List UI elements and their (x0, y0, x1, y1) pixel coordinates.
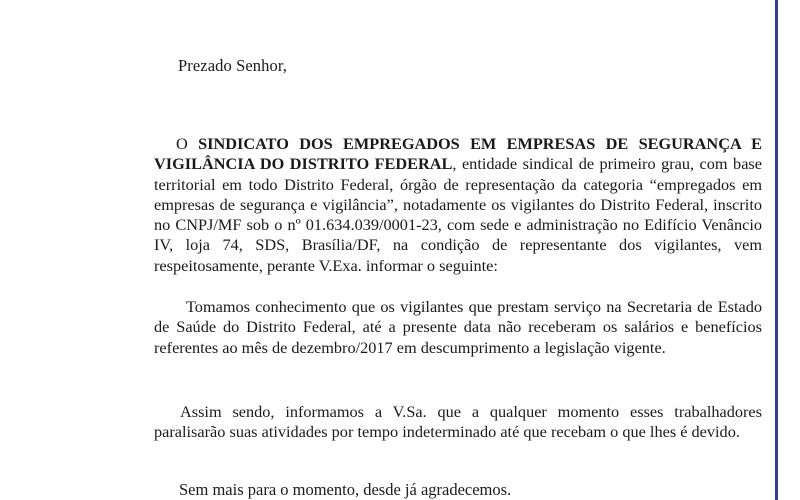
paragraph-introduction (154, 134, 762, 276)
notice-text: Tomamos conhecimento que os vigilantes que prestam serviço na Secretaria de Estado de Saúde do Distrito Federal, até a presente data não receberam os salários e benefícios referentes ao mês de dezembro/2017 em descumprimento a legislação vigente. (154, 297, 762, 357)
intro-lead: O (176, 134, 199, 153)
page-right-border (775, 0, 778, 500)
closing-line: Sem mais para o momento, desde já agradecemos. (179, 480, 512, 499)
paragraph-notice (154, 297, 762, 358)
salutation: Prezado Senhor, (178, 56, 287, 75)
warning-text: Assim sendo, informamos a V.Sa. que a qualquer momento esses trabalhadores paralisarão suas atividades por tempo indeterminado até que recebam o que lhes é devido. (154, 402, 762, 442)
paragraph-warning (154, 402, 762, 443)
union-name: SINDICATO DOS EMPREGADOS EM EMPRESAS DE SEGURANÇA E VIGILÂNCIA DO DISTRITO FEDERAL (154, 134, 763, 174)
intro-body: , entidade sindical de primeiro grau, com base territorial em todo Distrito Federal, órgão de representação da categoria “empregados em empresas de segurança e vigilância”, notadamente os vigilantes do Distrito Federal, inscrito no CNPJ/MF sob o nº 01.634.039/0001-23, com sede e administração no Edifício Venâncio IV, loja 74, SDS, Brasília/DF, na condição de representante dos vigilantes, vem respeitosamente, perante V.Exa. informar o seguinte: (154, 154, 762, 275)
